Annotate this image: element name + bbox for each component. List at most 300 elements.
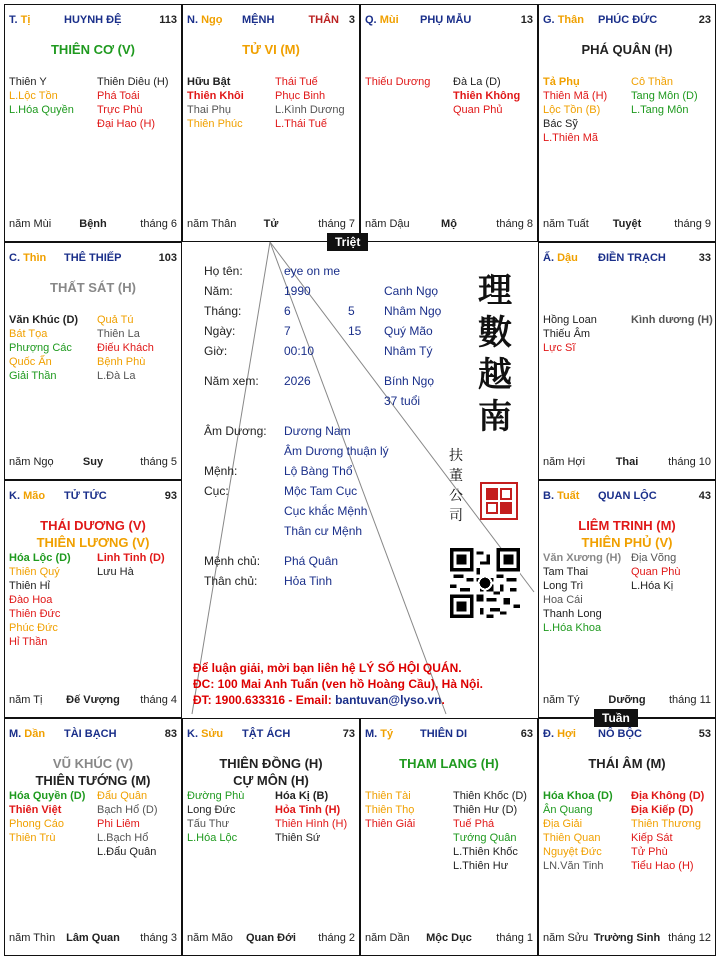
- secondary-star: Phá Toái: [97, 90, 140, 102]
- palace-branch: Ngọ: [201, 14, 223, 26]
- secondary-star: Tang Môn (D): [631, 90, 698, 102]
- palace-branch: Mùi: [379, 14, 399, 26]
- secondary-star: L.Hóa Khoa: [543, 622, 602, 634]
- palace-number: 43: [698, 490, 711, 502]
- secondary-star: Quan Phủ: [453, 104, 503, 116]
- secondary-star: Đào Hoa: [9, 594, 53, 606]
- secondary-star: L.Thiên Khốc: [453, 846, 518, 858]
- palace-branch: Tị: [20, 14, 31, 26]
- main-stars: [5, 279, 181, 296]
- palace-footer: [187, 932, 355, 946]
- contact-line-1: Để luận giải, mời bạn liên hệ LÝ SỐ HỘI QUÁN.: [193, 661, 462, 675]
- palace-can: B.: [543, 490, 554, 502]
- secondary-star: L.Kình Dương: [275, 104, 345, 116]
- secondary-star: Địa Kiếp (D): [631, 804, 694, 816]
- palace-month: tháng 1: [496, 932, 533, 944]
- palace-name: THIÊN DI: [420, 728, 468, 740]
- palace-can: Ấ.: [543, 252, 554, 264]
- main-stars: [361, 755, 537, 772]
- palace-header: [543, 490, 711, 504]
- logo-side-char: 扶: [449, 448, 463, 464]
- secondary-star: L.Đẩu Quân: [97, 846, 157, 858]
- secondary-stars-right: [631, 789, 704, 873]
- palace-header: [9, 490, 177, 504]
- secondary-stars-right: [631, 75, 698, 117]
- year-can: Canh Ngọ: [384, 284, 439, 298]
- secondary-star: Thiên Thương: [631, 818, 702, 830]
- logo-char: 南: [478, 397, 512, 437]
- secondary-star: L.Thiên Hư: [453, 860, 509, 872]
- secondary-star: Thiếu Dương: [365, 76, 431, 88]
- secondary-star: Thiên Trù: [9, 832, 56, 844]
- cuc-label: Cục:: [204, 484, 229, 498]
- palace-can: G.: [543, 14, 555, 26]
- palace-position: [187, 728, 223, 740]
- secondary-star: Quốc Ấn: [9, 356, 52, 368]
- palace-footer: [543, 694, 711, 708]
- secondary-star: Kiếp Sát: [631, 832, 673, 844]
- palace-footer: [187, 218, 355, 232]
- logo-side-char: 公: [449, 488, 463, 504]
- cuc-value2: Cục khắc Mệnh: [284, 504, 368, 518]
- palace-number: 3: [348, 14, 355, 26]
- secondary-star: Thanh Long: [543, 608, 602, 620]
- secondary-stars-right: [631, 313, 713, 327]
- secondary-star: Thiên Sứ: [275, 832, 321, 844]
- palace-number: 93: [164, 490, 177, 502]
- main-stars: [183, 755, 359, 789]
- secondary-star: Hóa Quyền (D): [9, 790, 86, 802]
- secondary-star: Thiên Giải: [365, 818, 416, 830]
- secondary-star: Tấu Thư: [187, 818, 230, 830]
- secondary-stars-right: [97, 75, 169, 131]
- secondary-star: Văn Khúc (D): [9, 314, 79, 326]
- secondary-star: Tiểu Hao (H): [631, 860, 694, 872]
- secondary-star: Lực Sĩ: [543, 342, 576, 354]
- palace-position: [543, 728, 576, 740]
- palace-name: QUAN LỘC: [598, 490, 657, 502]
- secondary-star: Bát Tọa: [9, 328, 48, 340]
- palace-year: năm Hợi: [543, 456, 586, 468]
- palace-year: năm Tị: [9, 694, 43, 706]
- secondary-star: L.Tang Môn: [631, 104, 689, 116]
- secondary-star: Kình dương (H): [631, 314, 713, 326]
- menhchu-value: Phá Quân: [284, 554, 339, 568]
- secondary-star: Văn Xương (H): [543, 552, 622, 564]
- palace-footer: [365, 218, 533, 232]
- palace-number: 13: [520, 14, 533, 26]
- palace-header: [543, 728, 711, 742]
- hour-value: 00:10: [284, 344, 315, 358]
- menh-value: Lộ Bàng Thổ: [284, 464, 353, 478]
- secondary-stars-left: [543, 313, 597, 355]
- day-label: Ngày:: [204, 324, 236, 338]
- main-stars: [539, 41, 715, 58]
- secondary-star: Thiên La: [97, 328, 140, 340]
- main-star: THIÊN CƠ (V): [50, 42, 136, 57]
- palace-position: [9, 728, 45, 740]
- name-value: eye on me: [284, 264, 341, 278]
- palace-month: tháng 12: [668, 932, 711, 944]
- palace-ti: [4, 4, 182, 242]
- secondary-star: Thiên Khốc (D): [453, 790, 527, 802]
- hour-can: Nhâm Tý: [384, 344, 433, 358]
- palace-branch: Mão: [23, 490, 46, 502]
- logo-side-char: 董: [449, 468, 463, 484]
- secondary-stars-left: [365, 789, 415, 831]
- palace-can: M.: [9, 728, 22, 740]
- palace-than: [538, 4, 716, 242]
- palace-year: năm Dậu: [365, 218, 410, 230]
- palace-position: [365, 728, 393, 740]
- palace-branch: Sửu: [201, 728, 224, 740]
- secondary-star: L.Lộc Tồn: [9, 90, 58, 102]
- palace-footer: [9, 694, 177, 708]
- palace-can: Q.: [365, 14, 377, 26]
- year-label: Năm:: [204, 284, 233, 298]
- palace-year: năm Dần: [365, 932, 410, 944]
- palace-position: [9, 252, 46, 264]
- palace-position: [543, 252, 578, 264]
- day-can: Quý Mão: [384, 324, 433, 338]
- palace-name: TÀI BẠCH: [64, 728, 117, 740]
- tuan-tag: Tuần: [594, 709, 638, 727]
- contact-email[interactable]: bantuvan@lyso.vn: [335, 693, 442, 707]
- view-age: 37 tuổi: [384, 394, 421, 408]
- secondary-star: Trực Phù: [97, 104, 143, 116]
- main-star: THÁI ÂM (M): [588, 756, 666, 771]
- palace-can: K.: [187, 728, 198, 740]
- palace-mao: [4, 480, 182, 718]
- palace-stage: Mộ: [441, 218, 457, 230]
- secondary-stars-right: [275, 75, 345, 131]
- palace-branch: Dần: [24, 728, 46, 740]
- secondary-star: Tả Phụ: [543, 76, 580, 88]
- secondary-star: Hoa Cái: [543, 594, 583, 606]
- secondary-star: Hóa Lộc (D): [9, 552, 71, 564]
- secondary-star: Quả Tú: [97, 314, 134, 326]
- main-star: THAM LANG (H): [399, 756, 499, 771]
- palace-footer: [543, 456, 711, 470]
- month-value: 6: [284, 304, 291, 318]
- thanchu-value: Hỏa Tinh: [284, 574, 333, 588]
- palace-can: K.: [9, 490, 20, 502]
- main-stars: [183, 41, 359, 58]
- secondary-stars-left: [187, 789, 244, 845]
- secondary-star: Địa Giải: [543, 818, 583, 830]
- secondary-star: Thai Phụ: [187, 104, 232, 116]
- palace-can: M.: [365, 728, 378, 740]
- secondary-stars-left: [187, 75, 244, 131]
- palace-name: NÔ BỘC: [598, 728, 642, 740]
- palace-month: tháng 9: [674, 218, 711, 230]
- palace-stage: Tử: [263, 218, 279, 230]
- palace-dan: [4, 718, 182, 956]
- palace-position: [187, 14, 222, 26]
- palace-month: tháng 10: [668, 456, 711, 468]
- palace-stage: Đế Vượng: [66, 694, 120, 706]
- name-label: Họ tên:: [204, 264, 243, 278]
- palace-stage: Bệnh: [79, 218, 107, 230]
- secondary-stars-left: [9, 789, 85, 845]
- secondary-star: Địa Không (D): [631, 790, 705, 802]
- main-star: TỬ VI (M): [242, 42, 300, 57]
- palace-position: [9, 490, 45, 502]
- cuc-value3: Thân cư Mệnh: [284, 524, 363, 538]
- secondary-star: Lưu Hà: [97, 566, 134, 578]
- secondary-stars-left: [365, 75, 430, 89]
- palace-branch: Tuất: [557, 490, 580, 502]
- palace-can: N.: [187, 14, 198, 26]
- secondary-star: Thiên Hỉ: [9, 580, 50, 592]
- palace-month: tháng 7: [318, 218, 355, 230]
- palace-header: [187, 14, 355, 28]
- palace-header: [543, 14, 711, 28]
- palace-branch: Hợi: [557, 728, 576, 740]
- contact-phone: ĐT: 1900.633316 - Email:: [193, 693, 332, 707]
- palace-stage: Lâm Quan: [66, 932, 120, 944]
- palace-year: năm Thìn: [9, 932, 56, 944]
- secondary-star: Hóa Kị (B): [275, 790, 329, 802]
- secondary-star: Phúc Đức: [9, 622, 58, 634]
- main-star: CỰ MÔN (H): [233, 773, 309, 788]
- secondary-star: Hỏa Tinh (H): [275, 804, 341, 816]
- palace-position: [543, 14, 584, 26]
- day-value: 7: [284, 324, 291, 338]
- secondary-star: Thiên Thọ: [365, 804, 415, 816]
- palace-stage: Quan Đới: [246, 932, 296, 944]
- contact-end: .: [441, 693, 445, 707]
- month-lunar: 5: [348, 304, 355, 318]
- palace-ngo: [182, 4, 360, 242]
- secondary-star: Thiên Quan: [543, 832, 601, 844]
- secondary-star: Giải Thần: [9, 370, 57, 382]
- menhchu-label: Mệnh chủ:: [204, 554, 261, 568]
- secondary-stars-right: [97, 551, 165, 579]
- palace-tuat: [538, 480, 716, 718]
- palace-name: MỆNH: [242, 14, 275, 26]
- secondary-star: Phượng Các: [9, 342, 72, 354]
- secondary-star: Thiên Việt: [9, 804, 62, 816]
- secondary-star: Thiên Tài: [365, 790, 411, 802]
- secondary-stars-left: [543, 551, 621, 635]
- secondary-star: Long Đức: [187, 804, 236, 816]
- secondary-star: L.Thiên Mã: [543, 132, 599, 144]
- palace-header: [365, 728, 533, 742]
- secondary-stars-left: [9, 75, 74, 117]
- palace-stage: Suy: [82, 456, 104, 468]
- palace-stage: Tuyệt: [612, 218, 642, 230]
- palace-branch: Thìn: [23, 252, 47, 264]
- logo-main-chars: [470, 270, 520, 438]
- palace-month: tháng 8: [496, 218, 533, 230]
- palace-position: [9, 14, 30, 26]
- secondary-star: Cô Thần: [631, 76, 673, 88]
- secondary-star: Thiên Khôi: [187, 90, 244, 102]
- view-year-value: 2026: [284, 374, 311, 388]
- secondary-star: Tướng Quân: [453, 832, 517, 844]
- secondary-stars-right: [453, 789, 527, 873]
- qr-code-icon: [450, 548, 520, 618]
- palace-hoi: [538, 718, 716, 956]
- view-year-label: Năm xem:: [204, 374, 259, 388]
- secondary-star: Hóa Khoa (D): [543, 790, 613, 802]
- palace-number: 63: [520, 728, 533, 740]
- main-stars: [5, 41, 181, 58]
- secondary-star: L.Bạch Hổ: [97, 832, 149, 844]
- secondary-star: Hỉ Thần: [9, 636, 48, 648]
- secondary-star: Tuế Phá: [453, 818, 495, 830]
- secondary-star: L.Hóa Lộc: [187, 832, 238, 844]
- palace-suu: [182, 718, 360, 956]
- palace-extra: THÂN: [308, 14, 339, 26]
- view-year-can: Bính Ngọ: [384, 374, 435, 388]
- logo-side-char: 司: [449, 508, 463, 524]
- palace-can: Đ.: [543, 728, 554, 740]
- hour-label: Giờ:: [204, 344, 228, 358]
- palace-name: THÊ THIẾP: [64, 252, 122, 264]
- secondary-star: Thiên Quý: [9, 566, 60, 578]
- secondary-star: Hồng Loan: [543, 314, 597, 326]
- palace-branch: Thân: [557, 14, 584, 26]
- secondary-stars-left: [543, 789, 613, 873]
- palace-header: [543, 252, 711, 266]
- secondary-star: Đường Phù: [187, 790, 245, 802]
- palace-month: tháng 6: [140, 218, 177, 230]
- secondary-star: Thiếu Âm: [543, 328, 591, 340]
- palace-can: C.: [9, 252, 20, 264]
- main-star: THẤT SÁT (H): [50, 280, 136, 295]
- palace-ty: [360, 718, 538, 956]
- contact-line-2: ĐC: 100 Mai Anh Tuấn (ven hồ Hoàng Cầu), Hà Nội.: [193, 677, 484, 691]
- secondary-star: Nguyệt Đức: [543, 846, 602, 858]
- logo-side-chars: [449, 446, 467, 526]
- palace-header: [365, 14, 533, 28]
- palace-header: [9, 252, 177, 266]
- secondary-star: L.Hóa Quyền: [9, 104, 74, 116]
- amduong-label: Âm Dương:: [204, 424, 267, 438]
- main-star: THIÊN ĐỒNG (H): [219, 756, 323, 771]
- palace-number: 113: [159, 14, 177, 26]
- secondary-stars-right: [275, 789, 347, 845]
- secondary-star: Thiên Y: [9, 76, 47, 88]
- palace-footer: [9, 932, 177, 946]
- secondary-star: Điếu Khách: [97, 342, 154, 354]
- palace-footer: [9, 218, 177, 232]
- palace-branch: Dậu: [557, 252, 578, 264]
- palace-year: năm Thân: [187, 218, 237, 230]
- palace-name: TỬ TỨC: [64, 490, 107, 502]
- secondary-star: Quan Phù: [631, 566, 681, 578]
- palace-name: ĐIỀN TRẠCH: [598, 252, 666, 264]
- secondary-star: Đẩu Quân: [97, 790, 148, 802]
- secondary-star: Thái Tuế: [275, 76, 318, 88]
- palace-month: tháng 3: [140, 932, 177, 944]
- secondary-star: LN.Văn Tinh: [543, 860, 604, 872]
- secondary-stars-left: [9, 313, 78, 383]
- palace-number: 23: [698, 14, 711, 26]
- secondary-star: Thiên Hình (H): [275, 818, 348, 830]
- palace-year: năm Ngọ: [9, 456, 54, 468]
- palace-name: PHÚC ĐỨC: [598, 14, 658, 26]
- main-star: THIÊN PHỦ (V): [581, 535, 673, 550]
- palace-number: 73: [342, 728, 355, 740]
- logo-char: 越: [478, 355, 512, 395]
- palace-stage: Thai: [615, 456, 639, 468]
- main-star: THÁI DƯƠNG (V): [40, 518, 146, 533]
- main-star: THIÊN TƯỚNG (M): [35, 773, 151, 788]
- palace-year: năm Mùi: [9, 218, 52, 230]
- secondary-star: Bạch Hổ (D): [97, 804, 158, 816]
- palace-footer: [365, 932, 533, 946]
- palace-footer: [543, 218, 711, 232]
- secondary-star: Thiên Phúc: [187, 118, 243, 130]
- secondary-star: L.Hóa Kị: [631, 580, 674, 592]
- main-star: VŨ KHÚC (V): [52, 756, 134, 771]
- palace-footer: [9, 456, 177, 470]
- logo-char: 數: [478, 313, 512, 353]
- secondary-stars-right: [453, 75, 520, 117]
- contact-block: [193, 660, 533, 708]
- month-can: Nhâm Ngọ: [384, 304, 442, 318]
- palace-footer: [543, 932, 711, 946]
- secondary-stars-right: [97, 313, 154, 383]
- thanchu-label: Thân chủ:: [204, 574, 258, 588]
- secondary-star: Đại Hao (H): [97, 118, 156, 130]
- secondary-star: Tử Phù: [631, 846, 668, 858]
- palace-month: tháng 4: [140, 694, 177, 706]
- secondary-star: Bác Sỹ: [543, 118, 578, 130]
- secondary-star: Tam Thai: [543, 566, 589, 578]
- triet-tag: Triệt: [327, 233, 368, 251]
- secondary-star: Địa Võng: [631, 552, 677, 564]
- palace-month: tháng 11: [668, 694, 711, 706]
- palace-name: TẬT ÁCH: [242, 728, 291, 740]
- palace-stage: Mộc Dục: [426, 932, 472, 944]
- secondary-star: Hữu Bật: [187, 76, 231, 88]
- secondary-star: Lộc Tồn (B): [543, 104, 601, 116]
- palace-number: 53: [698, 728, 711, 740]
- main-stars: [539, 755, 715, 772]
- secondary-star: Bệnh Phù: [97, 356, 146, 368]
- palace-month: tháng 2: [318, 932, 355, 944]
- day-lunar: 15: [348, 324, 362, 338]
- month-label: Tháng:: [204, 304, 242, 318]
- amduong-value2: Âm Dương thuận lý: [284, 444, 389, 458]
- logo-char: 理: [478, 271, 512, 311]
- palace-name: PHỤ MẪU: [420, 14, 472, 26]
- secondary-star: L.Đà La: [97, 370, 136, 382]
- palace-mui: [360, 4, 538, 242]
- secondary-star: Phong Cáo: [9, 818, 65, 830]
- secondary-stars-right: [97, 789, 158, 859]
- secondary-star: Thiên Mã (H): [543, 90, 608, 102]
- secondary-star: Long Trì: [543, 580, 584, 592]
- main-star: PHÁ QUÂN (H): [581, 42, 673, 57]
- palace-stage: Dưỡng: [608, 694, 646, 706]
- palace-branch: Tý: [380, 728, 394, 740]
- amduong-value: Dương Nam: [284, 424, 351, 438]
- secondary-stars-left: [543, 75, 607, 145]
- palace-number: 83: [164, 728, 177, 740]
- secondary-star: Thiên Hư (D): [453, 804, 518, 816]
- menh-label: Mệnh:: [204, 464, 238, 478]
- palace-year: năm Mão: [187, 932, 233, 944]
- secondary-star: Phi Liêm: [97, 818, 140, 830]
- cuc-value: Mộc Tam Cục: [284, 484, 358, 498]
- year-value: 1990: [284, 284, 311, 298]
- palace-year: năm Tý: [543, 694, 580, 706]
